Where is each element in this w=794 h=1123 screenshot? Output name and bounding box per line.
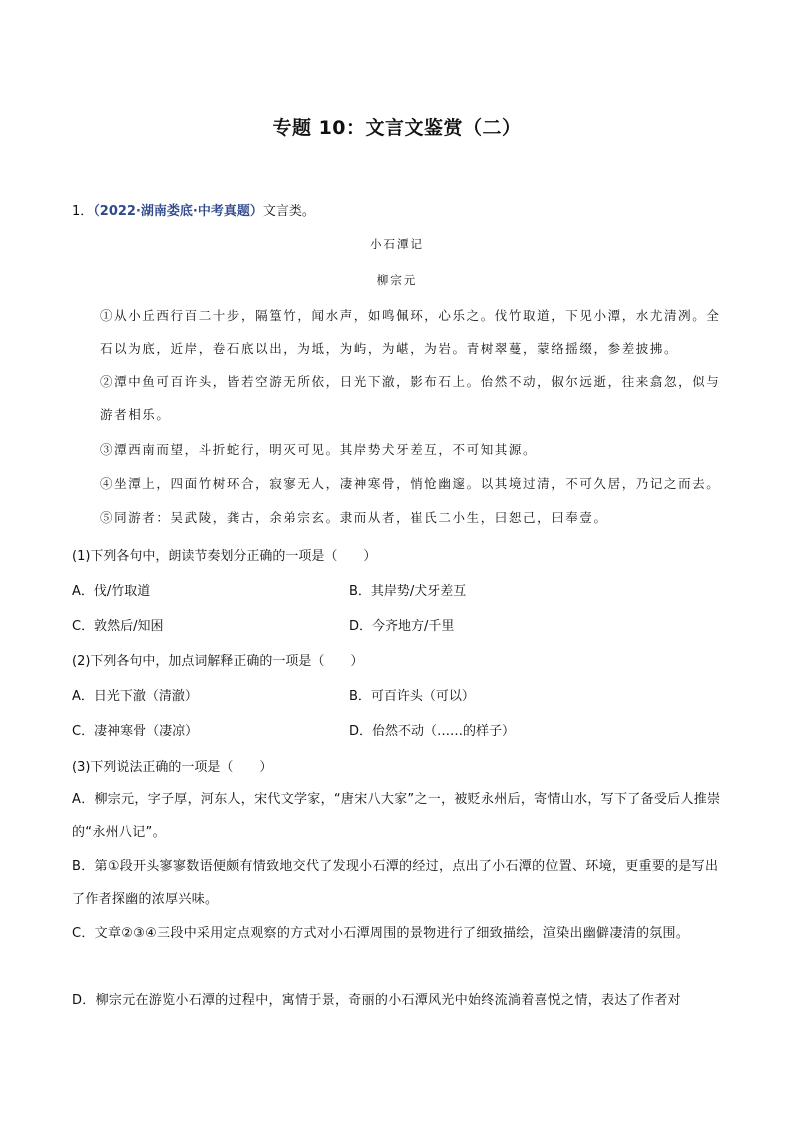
passage-title: 小石潭记	[370, 237, 424, 251]
sub-question-2-option-d[interactable]: D．佁然不动（……的样子）	[349, 724, 516, 739]
sub-question-3-option-c[interactable]: C．文章②③④三段中采用定点观察的方式对小石潭周围的景物进行了细致描绘，渲染出幽僻凄清的氛围。	[72, 926, 690, 941]
passage-paragraph-3: ③潭西南而望，斗折蛇行，明灭可见。其岸势犬牙差互，不可知其源。	[100, 442, 538, 457]
sub-question-2-option-c[interactable]: C．凄神寒骨（凄凉）	[72, 724, 199, 739]
page-title: 专题 10：文言文鉴赏（二）	[272, 117, 522, 139]
passage-paragraph-4: ④坐潭上，四面竹树环合，寂寥无人，凄神寒骨，悄怆幽邃。以其境过清，不可久居，乃记之而去。	[100, 476, 721, 491]
question-type: 文言类。	[262, 204, 315, 219]
sub-question-2-option-a[interactable]: A．日光下澈（清澈）	[72, 689, 198, 704]
sub-question-1-option-d[interactable]: D．今齐地方/千里	[349, 619, 455, 634]
sub-question-1-option-a[interactable]: A．伐/竹取道	[72, 584, 151, 599]
question-source: （2022·湖南娄底·中考真题）	[93, 204, 263, 219]
sub-question-2-option-b[interactable]: B．可百许头（可以）	[349, 689, 475, 704]
sub-question-2-stem: (2)下列各句中，加点词解释正确的一项是（ ）	[72, 654, 364, 669]
sub-question-1-stem: (1)下列各句中，朗读节奏划分正确的一项是（ ）	[72, 549, 377, 564]
question-number: 1．	[72, 204, 94, 219]
sub-question-3-option-a[interactable]: A．柳宗元，字子厚，河东人，宋代文学家，“唐宋八大家”之一，被贬永州后，寄情山水，写下了备受后人推崇的“永州八记”。	[72, 792, 721, 840]
question-header	[72, 200, 315, 219]
sub-question-3-option-b[interactable]: B．第①段开头寥寥数语便颇有情致地交代了发现小石潭的经过，点出了小石潭的位置、环境，更重要的是写出了作者探幽的浓厚兴味。	[72, 859, 719, 907]
passage-paragraph-2: ②潭中鱼可百许头，皆若空游无所依，日光下澈，影布石上。佁然不动，俶尔远逝，往来翕忽，似与游者相乐。	[100, 374, 721, 422]
passage-paragraph-5: ⑤同游者：吴武陵，龚古，余弟宗玄。隶而从者，崔氏二小生，曰恕己，曰奉壹。	[100, 510, 608, 525]
passage-paragraph-1: ①从小丘西行百二十步，隔篁竹，闻水声，如鸣佩环，心乐之。伐竹取道，下见小潭，水尤清冽。全石以为底，近岸，卷石底以出，为坻，为屿，为嵁，为岩。青树翠蔓，蒙络摇缀，参差披拂。	[100, 308, 721, 356]
sub-question-3-option-d[interactable]: D．柳宗元在游览小石潭的过程中，寓情于景，奇丽的小石潭风光中始终流淌着喜悦之情，表达了作者对	[72, 993, 681, 1008]
sub-question-3-stem: (3)下列说法正确的一项是（ ）	[72, 760, 273, 775]
sub-question-1-option-c[interactable]: C．敦然后/知困	[72, 619, 164, 634]
sub-question-1-option-b[interactable]: B．其岸势/犬牙差互	[349, 584, 467, 599]
passage-author: 柳宗元	[376, 273, 418, 287]
